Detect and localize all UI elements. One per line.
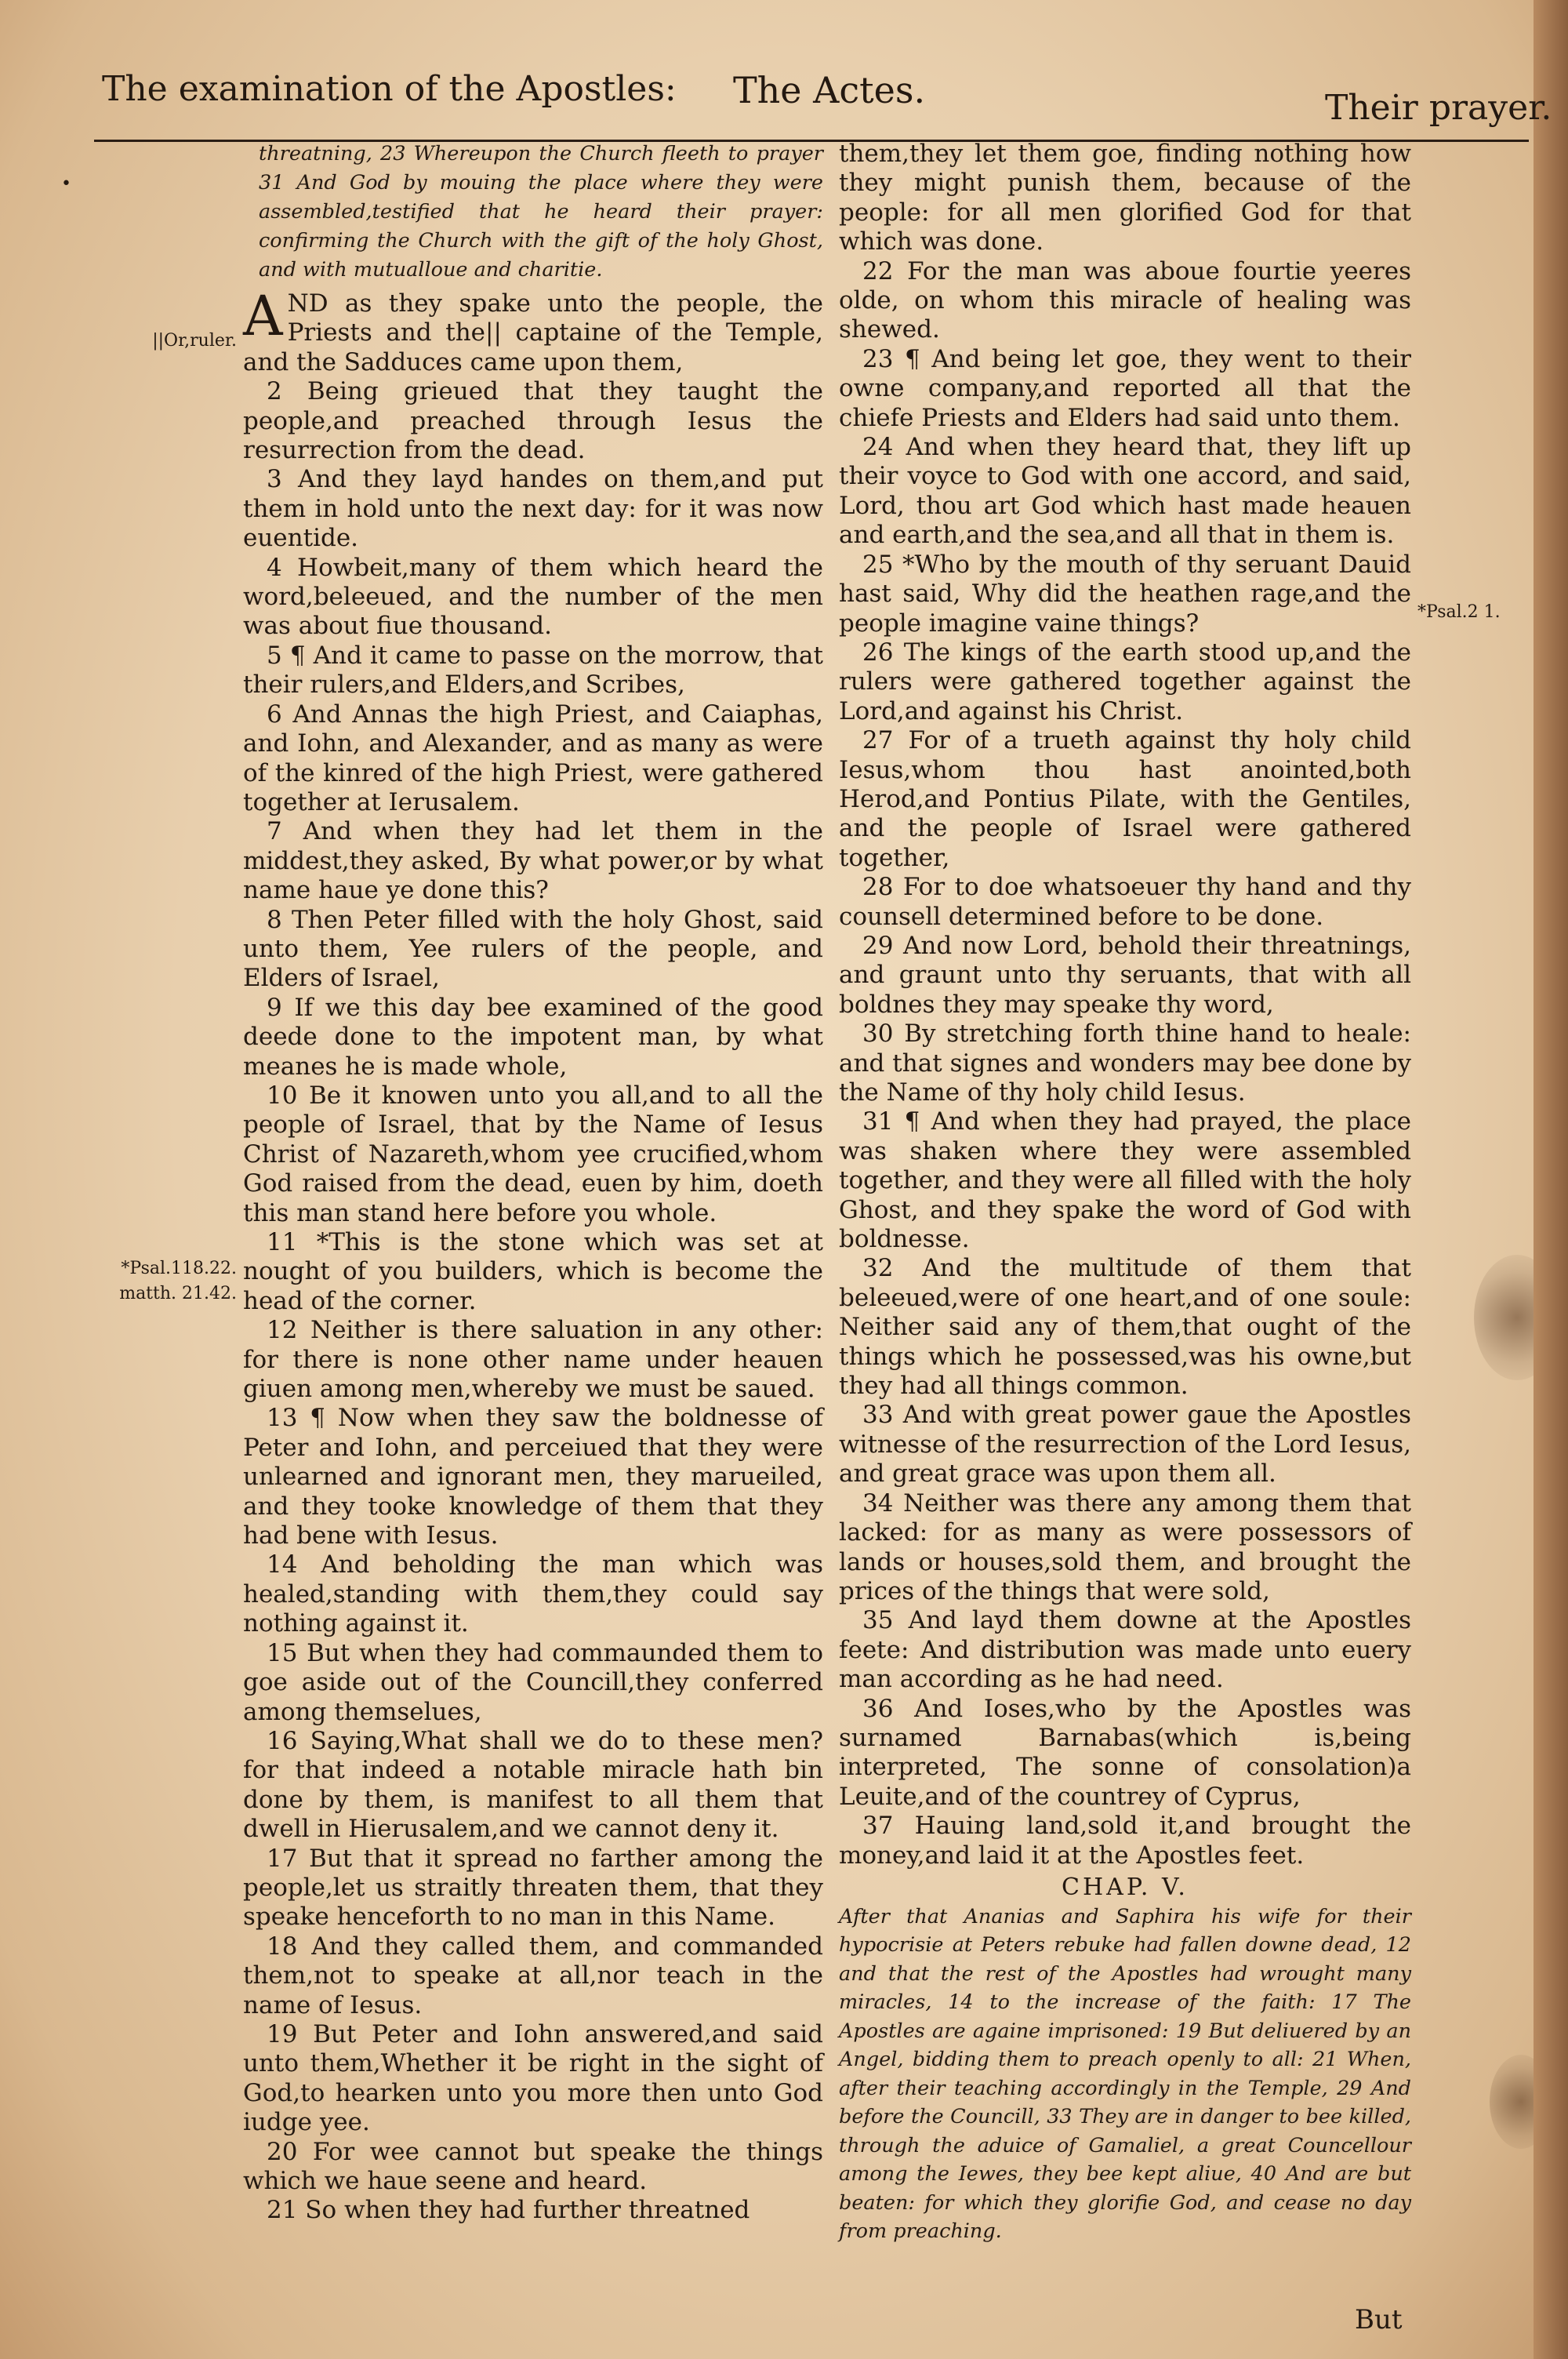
left-column <box>243 140 823 2226</box>
verse-20: 20 For wee cannot but speake the things which we haue seene and heard. <box>243 2137 823 2195</box>
verse-33: 33 And with great power gaue the Apostles witnesse of the resurrection of the Lord Iesus, and great grace was upon them all. <box>839 1401 1411 1488</box>
drop-cap: A <box>243 284 283 348</box>
verse-5: 5 ¶ And it came to passe on the morrow, that their rulers,and Elders,and Scribes, <box>243 641 823 700</box>
verse-17: 17 But that it spread no farther among the people,let us straitly threaten them, that they speake henceforth to no man in this Name. <box>243 1844 823 1932</box>
verse-15: 15 But when they had commaunded them to goe aside out of the Councill,they conferred among themselues, <box>243 1638 823 1726</box>
verse-28: 28 For to doe whatsoeuer thy hand and thy counsell determined before to be done. <box>839 873 1411 931</box>
verse-10: 10 Be it knowen unto you all,and to all the people of Israel, that by the Name of Iesus Christ of Nazareth,whom yee crucified,whom God raised from the dead, euen by him, doeth this man stand here before you whole. <box>243 1081 823 1227</box>
verse-24: 24 And when they heard that, they lift up their voyce to God with one accord, and said, Lord, thou art God which hast made heauen and earth,and the sea,and all that in them is. <box>839 433 1411 550</box>
running-head-right: Their prayer. <box>1325 88 1552 128</box>
right-column <box>839 140 1411 2246</box>
margin-note-psalm-118: *Psal.118.22. <box>121 1259 237 1278</box>
verse-29: 29 And now Lord, behold their threatnings, and graunt unto thy seruants, that with all boldnes they may speake thy word, <box>839 931 1411 1019</box>
margin-note-or-ruler: ||Or,ruler. <box>152 331 237 351</box>
verse-34: 34 Neither was there any among them that lacked: for as many as were possessors of lands or houses,sold them, and brought the prices of the things that were sold, <box>839 1488 1411 1605</box>
verse-36: 36 And Ioses,who by the Apostles was surnamed Barnabas(which is,being interpreted, The sonne of consolation)a Leuite,and of the countrey of Cyprus, <box>839 1694 1411 1811</box>
verse-8: 8 Then Peter filled with the holy Ghost, said unto them, Yee rulers of the people, and Elders of Israel, <box>243 905 823 993</box>
running-head-title: The Actes. <box>733 69 926 111</box>
verse-6: 6 And Annas the high Priest, and Caiaphas, and Iohn, and Alexander, and as many as were of the kinred of the high Priest, were gathered together at Ierusalem. <box>243 700 823 816</box>
verse-23: 23 ¶ And being let goe, they went to their owne company,and reported all that the chiefe Priests and Elders had said unto them. <box>839 344 1411 432</box>
verse-12: 12 Neither is there saluation in any other: for there is none other name under heauen giuen among men,whereby we must be saued. <box>243 1316 823 1404</box>
margin-mark: • <box>61 174 71 194</box>
verse-32: 32 And the multitude of them that beleeued,were of one heart,and of one soule: Neither said any of them,that ought of the things which he possessed,was his owne,but they had all things common. <box>839 1254 1411 1401</box>
verse-11: 11 *This is the stone which was set at nought of you builders, which is become the head of the corner. <box>243 1228 823 1315</box>
right-verses <box>839 140 1411 1870</box>
verse-26: 26 The kings of the earth stood up,and the rulers were gathered together against the Lord,and against his Christ. <box>839 638 1411 725</box>
verse-4: 4 Howbeit,many of them which heard the word,beleeued, and the number of the men was about fiue thousand. <box>243 553 823 641</box>
verse-35: 35 And layd them downe at the Apostles feete: And distribution was made unto euery man according as he had need. <box>839 1606 1411 1694</box>
margin-note-psalm-2: *Psal.2 1. <box>1417 602 1501 622</box>
verse-25: 25 *Who by the mouth of thy seruant Dauid hast said, Why did the heathen rage,and the people imagine vaine things? <box>839 550 1411 638</box>
left-verses <box>243 284 823 2226</box>
chapter-summary-continued: threatning, 23 Whereupon the Church fleeth to prayer 31 And God by mouing the place where they were assembled,testified that he heard their prayer: confirming the Church with the gift of the holy Ghost, and with mutualloue and charitie. <box>259 142 823 282</box>
margin-note-matthew: matth. 21.42. <box>119 1284 237 1303</box>
verse-27: 27 For of a trueth against thy holy child Iesus,whom thou hast anointed,both Herod,and Pontius Pilate, with the Gentiles, and the people of Israel were gathered together, <box>839 726 1411 872</box>
verse-31: 31 ¶ And when they had prayed, the place was shaken where they were assembled together, and they were all filled with the holy Ghost, and they spake the word of God with boldnesse. <box>839 1107 1411 1254</box>
chapter-summary: After that Ananias and Saphira his wife for their hypocrisie at Peters rebuke had fallen downe dead, 12 and that the rest of the Apostles had wrought many miracles, 14 to the increase of the faith: 17 The Apostles are againe imprisoned: 19 But deliuered by an Angel, bidding them to preach openly to all: 21 When, after their teaching accordingly in the Temple, 29 And before the Councill, 33 They are in danger to bee killed, through the aduice of Gamaliel, a great Councellour among the Iewes, they bee kept aliue, 40 And are but beaten: for which they glorifie God, and cease no day from preaching. <box>839 1904 1411 2244</box>
verse-13: 13 ¶ Now when they saw the boldnesse of Peter and Iohn, and perceiued that they were unlearned and ignorant men, they marueiled, and they tooke knowledge of them that they had bene with Iesus. <box>243 1404 823 1550</box>
verse-14: 14 And beholding the man which was healed,standing with them,they could say nothing against it. <box>243 1550 823 1638</box>
verse-1: AND as they spake unto the people, the Priests and the|| captaine of the Temple, and the Sadduces came upon them, <box>243 284 823 376</box>
verse-3: 3 And they layd handes on them,and put them in hold unto the next day: for it was now euentide. <box>243 465 823 553</box>
running-head-left: The examination of the Apostles: <box>102 69 677 109</box>
verse-16: 16 Saying,What shall we do to these men? for that indeed a notable miracle hath bin done by them, is manifest to all them that dwell in Hierusalem,and we cannot deny it. <box>243 1726 823 1844</box>
verse-21: 21 So when they had further threatned <box>267 2196 750 2225</box>
verse-30: 30 By stretching forth thine hand to heale: and that signes and wonders may bee done by the Name of thy holy child Iesus. <box>839 1020 1411 1107</box>
verse-22: 22 For the man was aboue fourtie yeeres olde, on whom this miracle of healing was shewed. <box>839 256 1411 344</box>
page-edge <box>1534 0 1568 2359</box>
catchword: But <box>1355 2304 1403 2335</box>
verse-37: 37 Hauing land,sold it,and brought the money,and laid it at the Apostles feet. <box>839 1812 1411 1870</box>
verse-21-continued: them,they let them goe, finding nothing how they might punish them, because of the people: for all men glorified God for that which was done. <box>839 140 1411 256</box>
verse-19: 19 But Peter and Iohn answered,and said unto them,Whether it be right in the sight of God,to hearken unto you more then unto God iudge yee. <box>243 2019 823 2137</box>
chapter-heading: CHAP. V. <box>1062 1873 1189 1901</box>
verse-2: 2 Being grieued that they taught the people,and preached through Iesus the resurrection from the dead. <box>243 377 823 465</box>
verse-7: 7 And when they had let them in the middest,they asked, By what power,or by what name haue ye done this? <box>243 817 823 905</box>
verse-9: 9 If we this day bee examined of the good deede done to the impotent man, by what meanes he is made whole, <box>243 993 823 1081</box>
verse-18: 18 And they called them, and commanded them,not to speake at all,nor teach in the name of Iesus. <box>243 1932 823 2019</box>
